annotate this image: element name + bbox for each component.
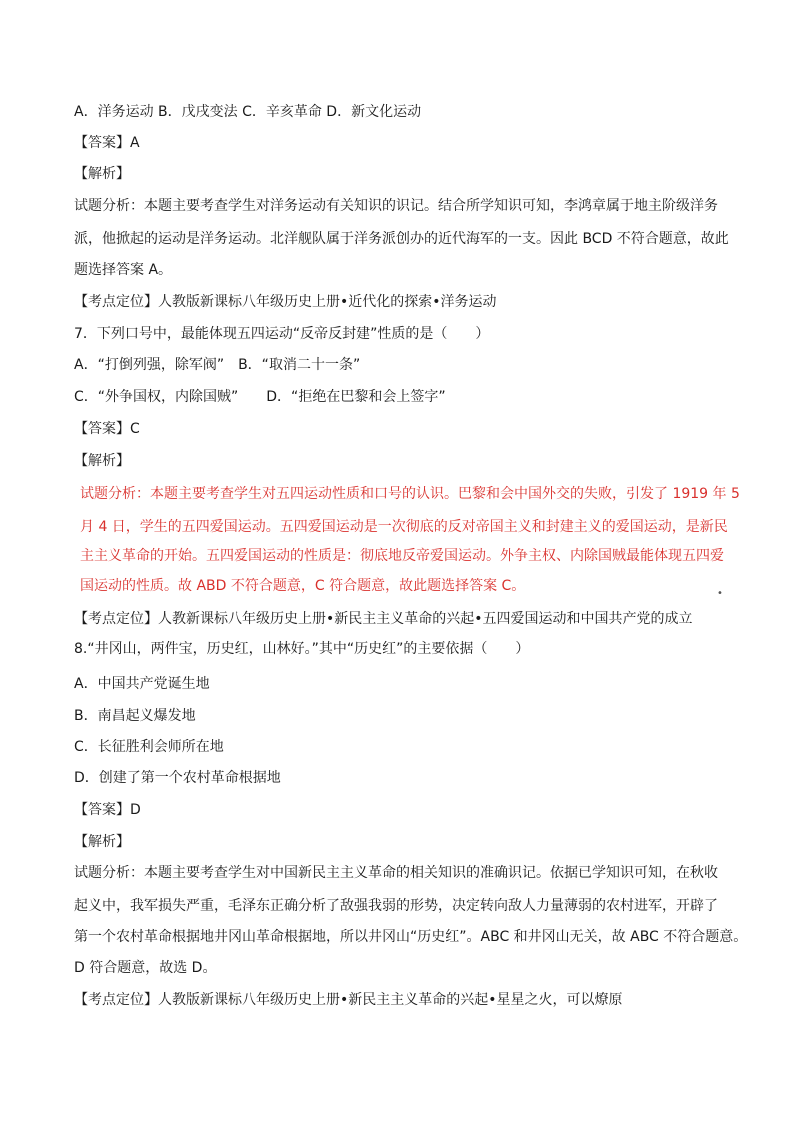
q7-kaodian: 【考点定位】人教新课标八年级历史上册•新民主主义革命的兴起•五四爱国运动和中国共产党的成立 — [74, 611, 693, 627]
q6-analysis-line-3: 题选择答案 A。 — [74, 262, 173, 278]
q8-option-a: A．中国共产党诞生地 — [74, 676, 210, 692]
q8-analysis-line-2: 起义中，我军损失严重，毛泽东正确分析了敌强我弱的形势，决定转向敌人力量薄弱的农村进军，开辟了 — [74, 898, 718, 914]
q7-options-line-2: C．“外争国权，内除国贼” D．“拒绝在巴黎和会上签字” — [74, 389, 446, 405]
q8-analysis-line-1: 试题分析：本题主要考查学生对中国新民主主义革命的相关知识的准确识记。依据已学知识可知，在秋收 — [74, 865, 718, 881]
q7-stem: 7．下列口号中，最能体现五四运动“反帝反封建”性质的是（ ） — [74, 326, 490, 342]
q7-analysis-line-3: 主主义革命的开始。五四爱国运动的性质是：彻底地反帝爱国运动。外争主权、内除国贼最能体现五四爱 — [80, 548, 724, 564]
q7-analysis-line-2: 月 4 日，学生的五四爱国运动。五四爱国运动是一次彻底的反对帝国主义和封建主义的爱国运动，是新民 — [80, 519, 728, 535]
q6-answer: 【答案】A — [74, 135, 140, 151]
q7-answer: 【答案】C — [74, 421, 140, 437]
q7-options-line-1: A．“打倒列强，除军阀” B．“取消二十一条” — [74, 357, 361, 373]
q8-stem: 8.“井冈山，两件宝，历史红，山林好。”其中“历史红”的主要依据（ ） — [74, 641, 530, 657]
q6-analysis-line-2: 派，他掀起的运动是洋务运动。北洋舰队属于洋务派创办的近代海军的一支。因此 BCD 不符合题意，故此 — [74, 231, 729, 247]
q7-analysis-line-4: 国运动的性质。故 ABD 不符合题意，C 符合题意，故此题选择答案 C。 — [80, 578, 526, 594]
decorative-dot: • — [717, 588, 723, 599]
q8-option-d: D．创建了第一个农村革命根据地 — [74, 770, 281, 786]
q6-kaodian: 【考点定位】人教版新课标八年级历史上册•近代化的探索•洋务运动 — [74, 294, 497, 310]
q6-analysis-line-1: 试题分析：本题主要考查学生对洋务运动有关知识的识记。结合所学知识可知，李鸿章属于地主阶级洋务 — [74, 198, 718, 214]
q6-analysis-label: 【解析】 — [74, 166, 130, 182]
q7-analysis-label: 【解析】 — [74, 453, 130, 469]
q6-options: A．洋务运动 B．戊戌变法 C．辛亥革命 D．新文化运动 — [74, 104, 422, 120]
q7-analysis-line-1: 试题分析：本题主要考查学生对五四运动性质和口号的认识。巴黎和会中国外交的失败，引发了 1919 年 5 — [80, 486, 740, 502]
q8-answer: 【答案】D — [74, 802, 141, 818]
q8-option-b: B．南昌起义爆发地 — [74, 708, 196, 724]
q8-analysis-label: 【解析】 — [74, 834, 130, 850]
q8-analysis-line-3: 第一个农村革命根据地井冈山革命根据地，所以井冈山“历史红”。ABC 和井冈山无关，故 ABC 不符合题意。 — [74, 929, 748, 945]
q8-option-c: C．长征胜利会师所在地 — [74, 739, 224, 755]
q8-analysis-line-4: D 符合题意，故选 D。 — [74, 960, 217, 976]
q8-kaodian: 【考点定位】人教版新课标八年级历史上册•新民主主义革命的兴起•星星之火，可以燎原 — [74, 992, 623, 1008]
